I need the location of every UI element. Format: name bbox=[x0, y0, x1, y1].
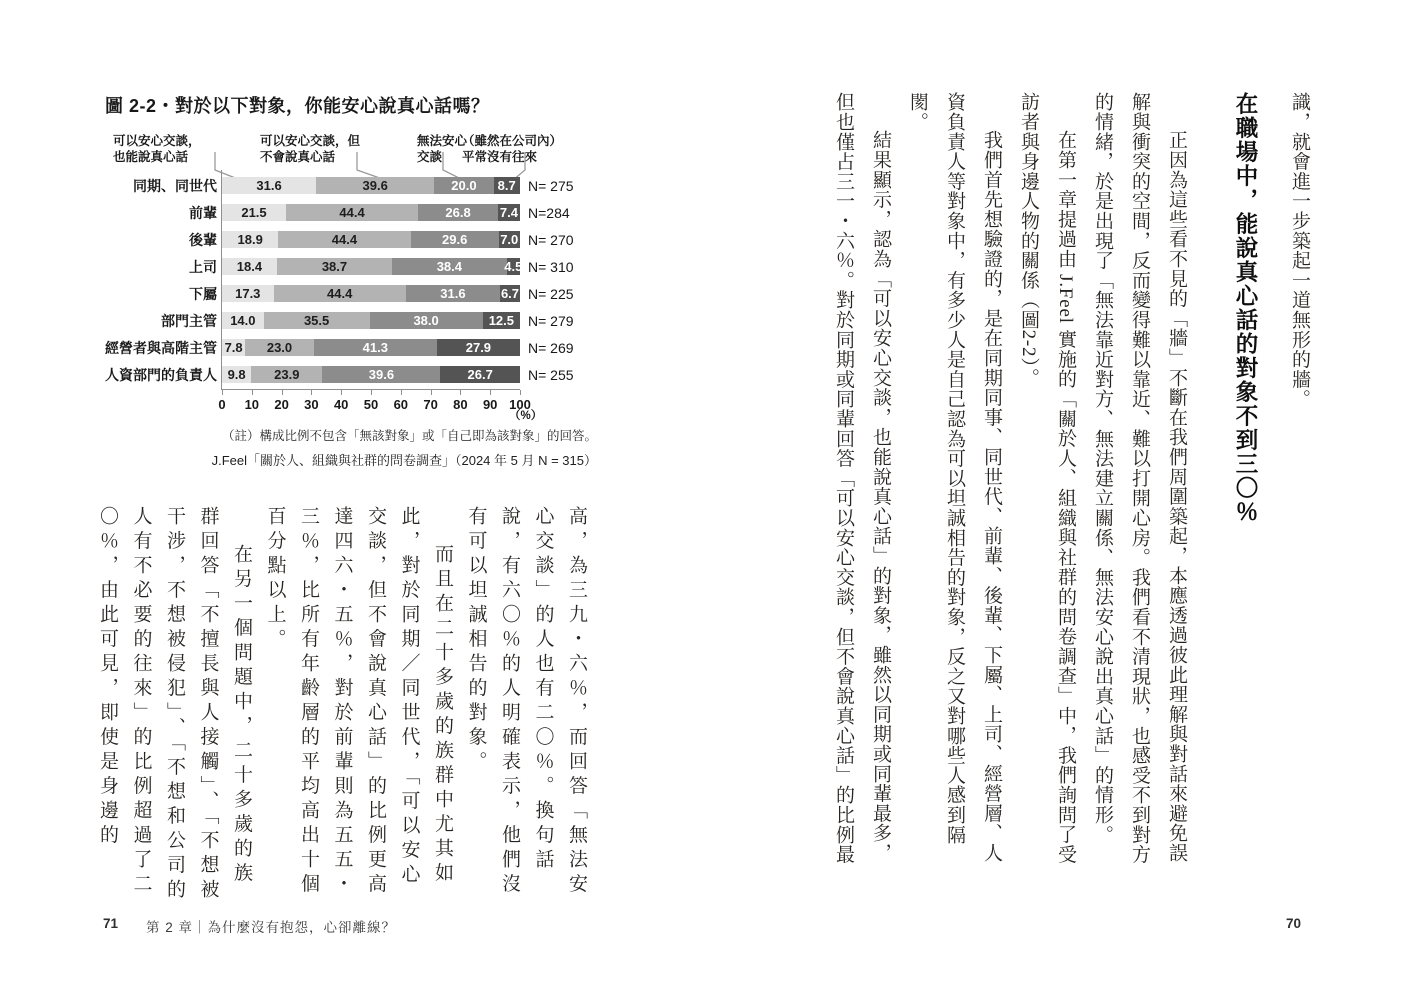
bar-value: 39.6 bbox=[368, 367, 395, 382]
bar-value: 18.4 bbox=[236, 259, 263, 274]
legend-item-no-contact: （雖然在公司內） 平常沒有往來 bbox=[462, 134, 563, 164]
axis-tick bbox=[252, 390, 253, 395]
paragraph: 在另一個問題中，二十多歲的族群回答「不擅長與人接觸」、「不想被干涉，不想被侵犯」、「不想和公司的人有不必要的往來」的比例超過了二〇％，由此可見，即使是身邊的 bbox=[97, 506, 252, 904]
paragraph: 正因為這些看不見的「牆」不斷在我們周圍築起，本應透過彼此理解與對話來避免誤解與衝突的空間，反而變得難以靠近、難以打開心房。我們看不清現狀，也感受不到對方的情緒，於是出現了「無法靠近對方、無法建立關係、無法安心說出真心話」的情形。 bbox=[1092, 92, 1187, 865]
bar-value: 38.4 bbox=[436, 259, 462, 274]
figure-2-2 bbox=[85, 0, 630, 485]
bar-segment bbox=[222, 231, 278, 248]
bar-value: 7.4 bbox=[499, 205, 518, 220]
bar-value: 7.0 bbox=[500, 232, 519, 247]
bar-value: 18.9 bbox=[237, 232, 263, 247]
chart-category-label: 人資部門的負責人 bbox=[105, 366, 217, 383]
bar-value: 35.5 bbox=[303, 313, 330, 328]
bar-segment bbox=[222, 258, 277, 275]
bar-value: 38.0 bbox=[413, 313, 439, 328]
chart-row bbox=[85, 172, 630, 199]
chart-row bbox=[85, 280, 630, 307]
axis-tick-label: 100 bbox=[509, 397, 531, 412]
stacked-bar bbox=[222, 366, 520, 383]
stacked-bar bbox=[222, 339, 520, 356]
figure-note: （註）構成比例不包含「無該對象」或「自己即為該對象」的回答。 bbox=[221, 429, 597, 443]
bar-value: 6.7 bbox=[500, 286, 520, 301]
legend-item-not-safe: 無法安心 交談 bbox=[417, 134, 468, 164]
sample-size-label: N= 279 bbox=[528, 312, 574, 329]
bar-value: 7.8 bbox=[224, 340, 243, 355]
left-page-body-text bbox=[85, 506, 593, 908]
sample-size-label: N= 225 bbox=[528, 285, 574, 302]
bar-value: 12.5 bbox=[488, 313, 515, 328]
bar-segment bbox=[504, 258, 523, 275]
axis-tick bbox=[371, 390, 372, 395]
bar-segment bbox=[370, 312, 483, 329]
bar-value: 44.4 bbox=[331, 232, 358, 247]
chart-category-label: 後輩 bbox=[189, 231, 217, 248]
axis-tick-label: 20 bbox=[274, 397, 289, 412]
bar-segment bbox=[483, 312, 520, 329]
chart-row bbox=[85, 307, 630, 334]
bar-segment bbox=[322, 366, 440, 383]
axis-tick bbox=[401, 390, 402, 395]
sample-size-label: N= 255 bbox=[528, 366, 574, 383]
sample-size-label: N= 310 bbox=[528, 258, 574, 275]
axis-tick bbox=[222, 390, 223, 395]
chart-x-axis bbox=[218, 389, 531, 412]
bar-value: 39.6 bbox=[362, 178, 388, 193]
bar-segment bbox=[500, 285, 520, 302]
axis-tick-label: 90 bbox=[482, 397, 498, 412]
paragraph-lead-in: 識，就會進一步築起一道無形的牆。 bbox=[1289, 92, 1310, 409]
bar-value: 21.5 bbox=[241, 205, 267, 220]
bar-value: 41.3 bbox=[362, 340, 388, 355]
chart-unit-label: （%） bbox=[509, 410, 543, 422]
axis-tick-label: 0 bbox=[218, 397, 226, 412]
figure-source: J.Feel「關於人、組織與社群的問卷調查」（2024 年 5 月 N = 315） bbox=[211, 453, 597, 468]
bar-value: 14.0 bbox=[230, 313, 256, 328]
chart-category-label: 同期、同世代 bbox=[133, 177, 217, 194]
axis-tick-label: 50 bbox=[363, 397, 379, 412]
axis-tick-label: 80 bbox=[453, 397, 468, 412]
axis-tick bbox=[460, 390, 461, 395]
chart-row bbox=[85, 253, 630, 280]
section-heading: 在職場中，能說真心話的對象不到三〇％ bbox=[1233, 92, 1258, 524]
bar-value: 23.0 bbox=[266, 340, 293, 355]
bar-value: 17.3 bbox=[235, 286, 261, 301]
bar-value: 44.4 bbox=[327, 286, 353, 301]
chart-category-label: 部門主管 bbox=[161, 312, 217, 329]
bar-value: 31.6 bbox=[256, 178, 282, 193]
axis-tick-label: 70 bbox=[423, 397, 438, 412]
right-page-body-text bbox=[825, 92, 1318, 870]
bar-segment bbox=[245, 339, 314, 356]
axis-tick-label: 60 bbox=[393, 397, 409, 412]
bar-segment bbox=[264, 312, 370, 329]
bar-segment bbox=[392, 258, 506, 275]
chart-category-label: 下屬 bbox=[189, 285, 217, 302]
bar-segment bbox=[278, 231, 410, 248]
bar-segment bbox=[418, 204, 498, 221]
chart-category-label: 經營者與高階主管 bbox=[105, 339, 217, 356]
bar-segment bbox=[434, 177, 494, 194]
stacked-bar bbox=[222, 231, 520, 248]
axis-tick-label: 30 bbox=[304, 397, 319, 412]
bar-segment bbox=[499, 231, 520, 248]
bar-segment bbox=[494, 177, 520, 194]
sample-size-label: N= 269 bbox=[528, 339, 574, 356]
stacked-bar bbox=[222, 177, 520, 194]
chart-row bbox=[85, 361, 630, 388]
bar-segment bbox=[286, 204, 418, 221]
paragraph: 結果顯示，認為「可以安心交談，也能說真心話」的對象，雖然以同期或同輩最多，但也僅占三一・六％。對於同期或同輩回答「可以安心交談，但不會說真心話」的比例最 bbox=[833, 92, 891, 865]
paragraph: 而且在二十多歲的族群中尤其如此，對於同期／同世代，「可以安心交談，但不會說真心話」的比例更高達四六・五％，對於前輩則為五五・三％，比所有年齡層的平均高出十個百分點以上。 bbox=[264, 506, 453, 898]
bar-value: 20.0 bbox=[451, 178, 477, 193]
chart-row bbox=[85, 226, 630, 253]
bar-segment bbox=[274, 285, 406, 302]
legend-item-safe-not-honest: 可以安心交談，但 不會說真心話 bbox=[260, 134, 361, 164]
legend-item-safe-honest: 可以安心交談， 也能說真心話 bbox=[113, 134, 201, 164]
stacked-bar bbox=[222, 204, 520, 221]
bar-value: 29.6 bbox=[442, 232, 468, 247]
bar-segment bbox=[222, 366, 251, 383]
axis-tick bbox=[282, 390, 283, 395]
figure-title: 圖 2-2・對於以下對象，你能安心說真心話嗎？ bbox=[105, 96, 490, 116]
axis-tick-label: 10 bbox=[244, 397, 260, 412]
bar-segment bbox=[440, 366, 520, 383]
bar-segment bbox=[251, 366, 322, 383]
stacked-bar bbox=[222, 258, 523, 275]
page-number-right: 70 bbox=[1286, 916, 1302, 931]
axis-tick bbox=[311, 390, 312, 395]
chart-row bbox=[85, 199, 630, 226]
stacked-bar bbox=[222, 312, 520, 329]
sample-size-label: N=284 bbox=[528, 204, 570, 221]
bar-segment bbox=[498, 204, 520, 221]
bar-segment bbox=[411, 231, 499, 248]
chart-category-label: 上司 bbox=[189, 258, 217, 275]
sample-size-label: N= 270 bbox=[528, 231, 574, 248]
chart-rows bbox=[85, 172, 630, 388]
page-number-left: 71 bbox=[103, 916, 119, 931]
bar-value: 4.5 bbox=[504, 259, 523, 274]
running-chapter-title: 第 2 章｜為什麼沒有抱怨，心卻離線？ bbox=[146, 920, 397, 935]
bar-segment bbox=[222, 285, 274, 302]
bar-value: 26.8 bbox=[445, 205, 471, 220]
bar-value: 27.9 bbox=[465, 340, 492, 355]
bar-segment bbox=[222, 204, 286, 221]
bar-value: 26.7 bbox=[467, 367, 493, 382]
bar-segment bbox=[277, 258, 392, 275]
paragraph: 我們首先想驗證的，是在同期同事、同世代、前輩、後輩、下屬、上司、經營層、人資負責人等對象中，有多少人是自己認為可以坦誠相告的對象，反之又對哪些人感到隔閡。 bbox=[907, 92, 1002, 863]
paragraph: 在第一章提過由 J.Feel 實施的「關於人、組織與社群的問卷調查」中，我們詢問了受訪者與身邊人物的關係（圖2-2）。 bbox=[1018, 92, 1076, 864]
paragraph: 高，為三九・六％，而回答「無法安心交談」的人也有二〇％。換句話說，有六〇％的人明確表示，他們沒有可以坦誠相告的對象。 bbox=[465, 506, 587, 898]
axis-tick-label: 40 bbox=[333, 397, 349, 412]
bar-value: 44.4 bbox=[339, 205, 365, 220]
chart-category-label: 前輩 bbox=[189, 204, 217, 221]
bar-segment bbox=[222, 339, 245, 356]
stacked-bar bbox=[222, 285, 520, 302]
axis-tick bbox=[490, 390, 491, 395]
bar-value: 9.8 bbox=[227, 367, 246, 382]
bar-segment bbox=[222, 177, 316, 194]
sample-size-label: N= 275 bbox=[528, 177, 574, 194]
bar-segment bbox=[316, 177, 434, 194]
axis-tick bbox=[341, 390, 342, 395]
bar-segment bbox=[437, 339, 520, 356]
bar-segment bbox=[222, 312, 264, 329]
bar-segment bbox=[314, 339, 437, 356]
axis-tick bbox=[520, 390, 521, 395]
bar-value: 23.9 bbox=[274, 367, 300, 382]
bar-value: 31.6 bbox=[440, 286, 466, 301]
bar-value: 8.7 bbox=[497, 178, 516, 193]
axis-tick bbox=[431, 390, 432, 395]
bar-value: 38.7 bbox=[321, 259, 348, 274]
bar-segment bbox=[406, 285, 500, 302]
chart-row bbox=[85, 334, 630, 361]
